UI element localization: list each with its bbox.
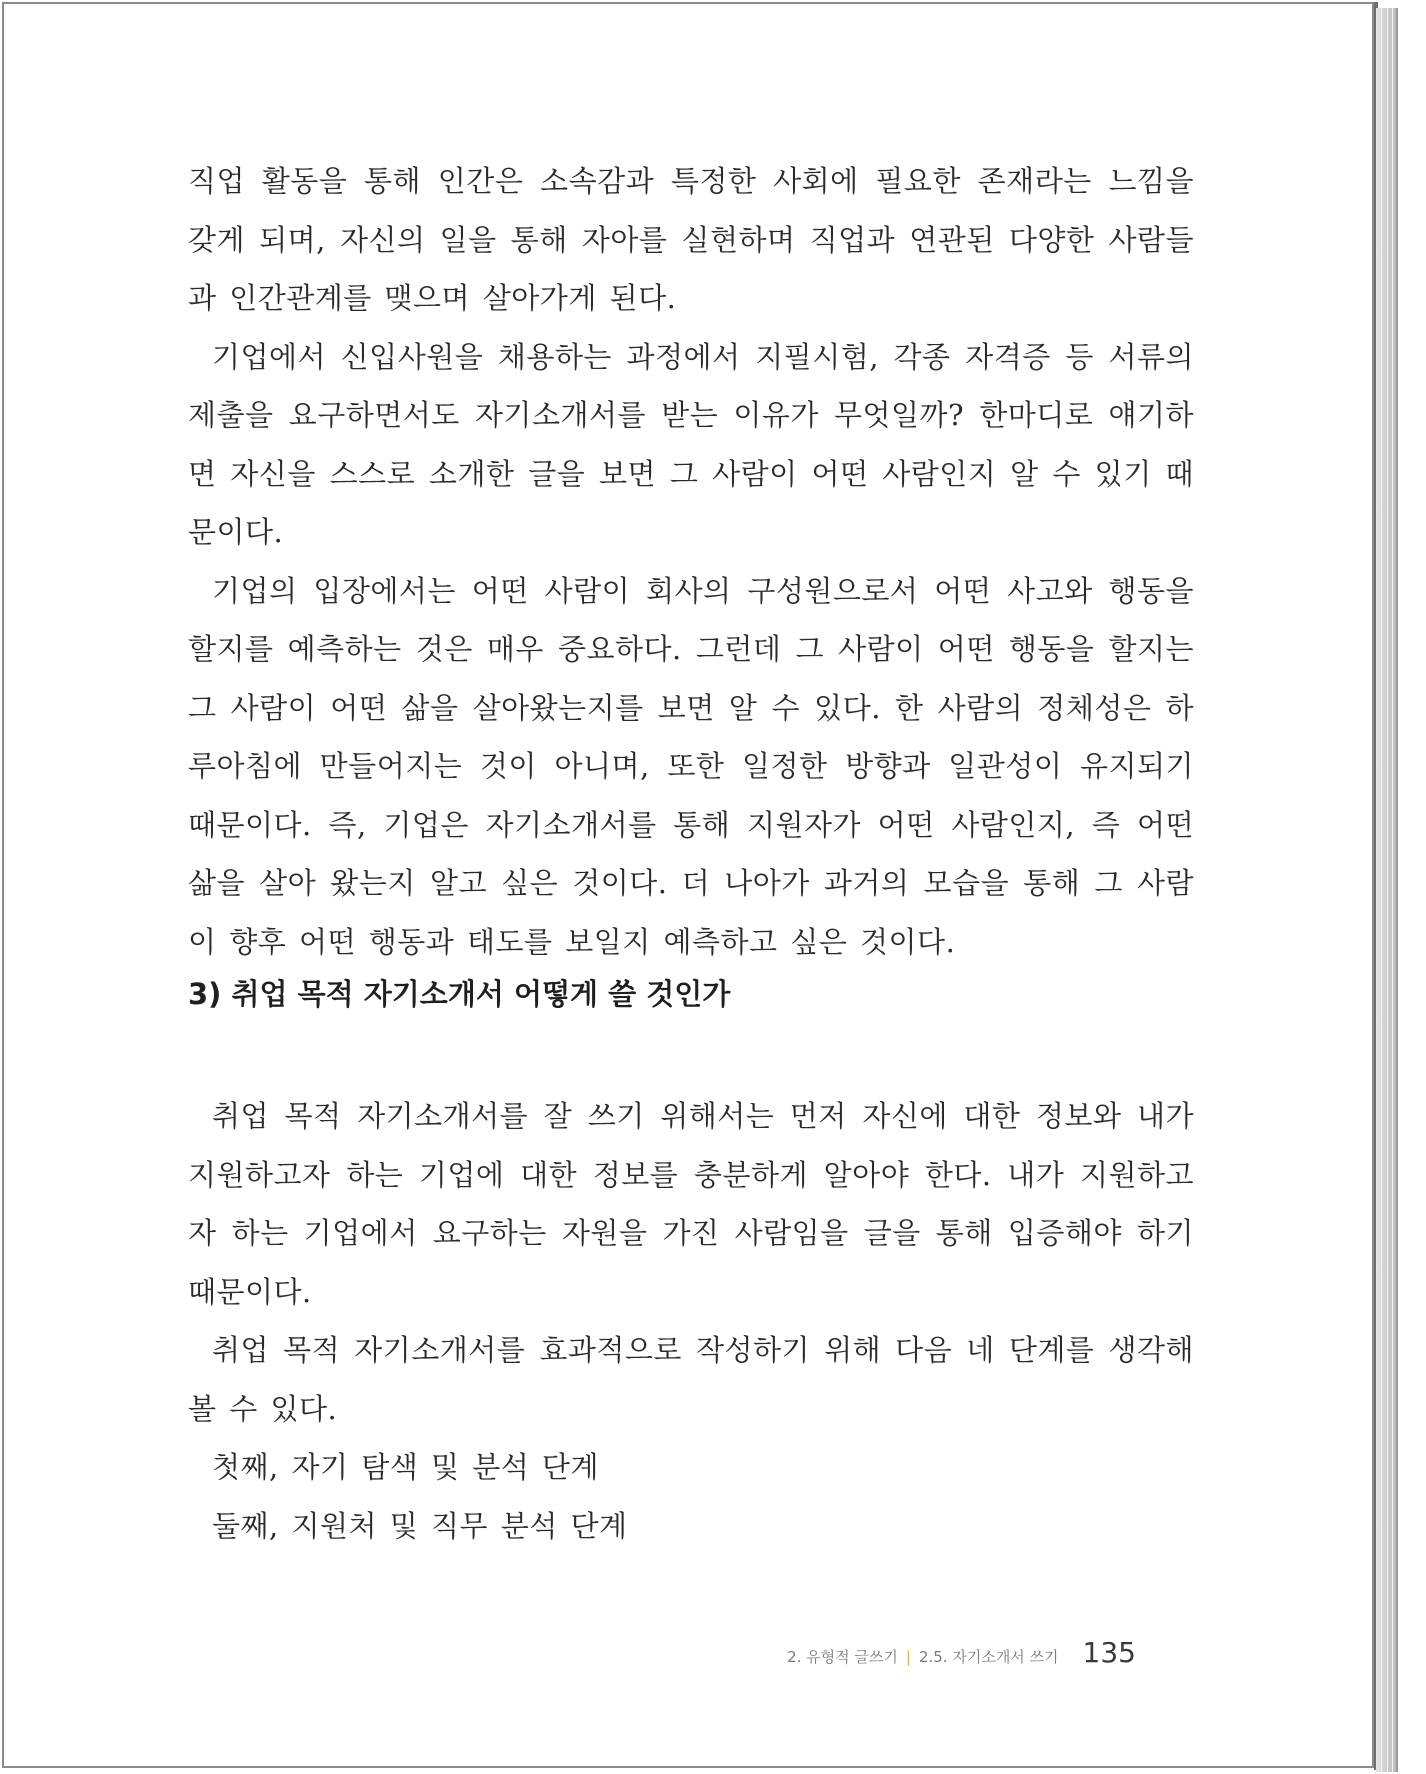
paragraph-2: 기업에서 신입사원을 채용하는 과정에서 지필시험, 각종 자격증 등 서류의 제출을 요구하면서도 자기소개서를 받는 이유가 무엇일까? 한마디로 얘기하면 자신을 스스로 소개한 글을 보면 그 사람이 어떤 사람인지 알 수 있기 때문이다. xyxy=(188,339,1194,549)
section-heading: 3) 취업 목적 자기소개서 어떻게 쓸 것인가 xyxy=(188,977,731,1011)
paragraph-4: 취업 목적 자기소개서를 잘 쓰기 위해서는 먼저 자신에 대한 정보와 내가 지원하고자 하는 기업에 대한 정보를 충분하게 알아야 한다. 내가 지원하고자 하는 기업에서 요구하는 자원을 가진 사람임을 글을 통해 입증해야 하기 때문이다. xyxy=(188,1099,1194,1309)
footer-chapter: 2. 유형적 글쓰기 xyxy=(787,1648,898,1666)
page-footer xyxy=(787,1636,1136,1669)
paragraph-1: 직업 활동을 통해 인간은 소속감과 특정한 사회에 필요한 존재라는 느낌을 갖게 되며, 자신의 일을 통해 자아를 실현하며 직업과 연관된 다양한 사람들과 인간관계를 맺으며 살아가게 된다. xyxy=(188,164,1194,315)
bottom-paragraphs xyxy=(188,1087,1194,1438)
list-item: 첫째, 자기 탐색 및 분석 단계 xyxy=(212,1450,599,1484)
list-item: 둘째, 지원처 및 직무 분석 단계 xyxy=(212,1508,628,1543)
page-number: 135 xyxy=(1082,1636,1136,1669)
book-page xyxy=(2,2,1374,1768)
footer-section: 2.5. 자기소개서 쓰기 xyxy=(918,1648,1059,1666)
steps-list xyxy=(188,1438,1194,1555)
page-stack-edge xyxy=(1376,8,1398,1772)
footer-separator: | xyxy=(905,1648,911,1666)
paragraph-5: 취업 목적 자기소개서를 효과적으로 작성하기 위해 다음 네 단계를 생각해 볼 수 있다. xyxy=(188,1333,1194,1426)
page-content xyxy=(188,152,1194,1543)
paragraph-3: 기업의 입장에서는 어떤 사람이 회사의 구성원으로서 어떤 사고와 행동을 할지를 예측하는 것은 매우 중요하다. 그런데 그 사람이 어떤 행동을 할지는 그 사람이 어떤 삶을 살아왔는지를 보면 알 수 있다. 한 사람의 정체성은 하루아침에 만들어지는 것이 아니며, 또한 일정한 방향과 일관성이 유지되기 때문이다. 즉, 기업은 자기소개서를 통해 지원자가 어떤 사람인지, 즉 어떤 삶을 살아 왔는지 알고 싶은 것이다. 더 나아가 과거의 모습을 통해 그 사람이 향후 어떤 행동과 태도를 보일지 예측하고 싶은 것이다. xyxy=(188,573,1194,959)
top-paragraphs xyxy=(188,152,1194,971)
